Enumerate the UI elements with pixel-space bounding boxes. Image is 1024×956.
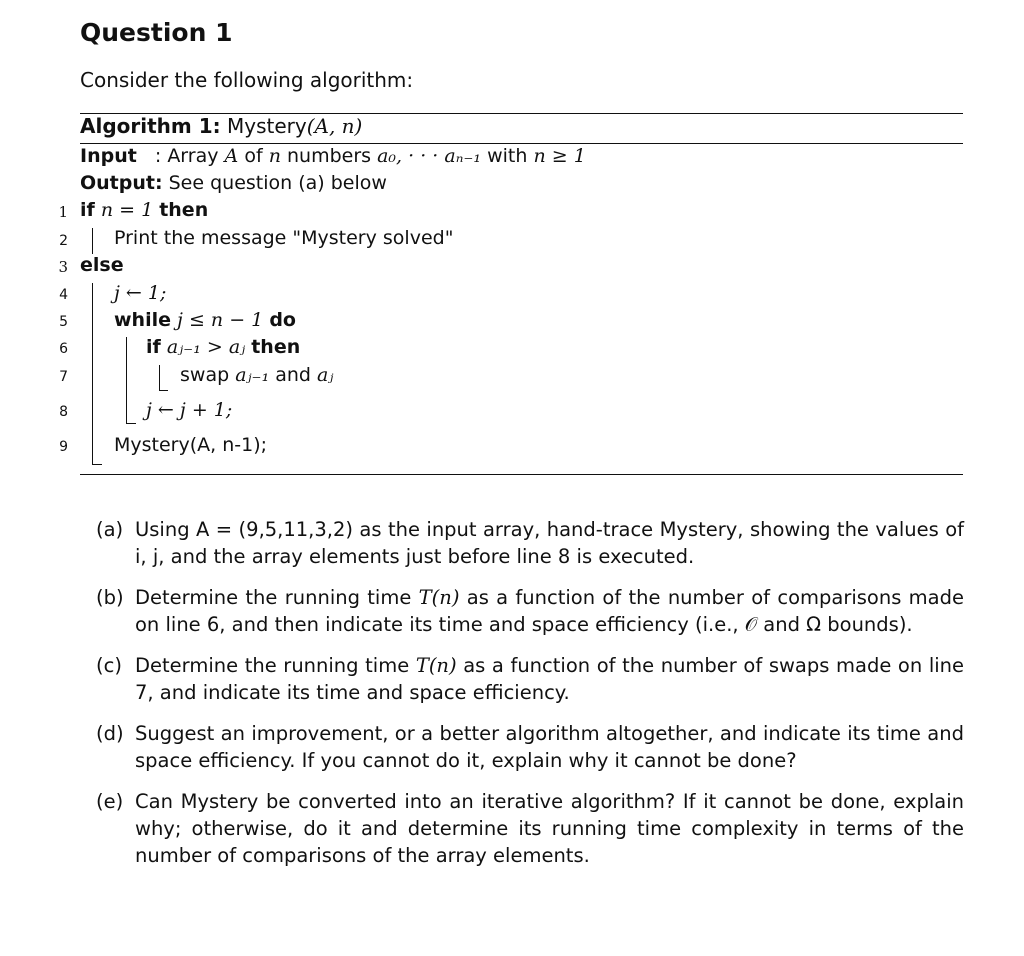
keyword-do: do bbox=[269, 309, 296, 331]
line-number: 2 bbox=[59, 233, 68, 249]
algorithm-header-label: Algorithm 1: bbox=[80, 114, 221, 138]
part-text: Suggest an improvement, or a better algorithm altogether, and indicate its time and space efficiency. If you cannot do it, explain why it cannot be done? bbox=[135, 722, 964, 772]
keyword-if: if bbox=[80, 199, 95, 221]
line-number: 9 bbox=[59, 439, 68, 455]
question-part-d bbox=[96, 720, 964, 774]
block-bar-while bbox=[126, 337, 127, 423]
input-math-part: A bbox=[224, 145, 239, 167]
part-label: (e) bbox=[96, 790, 124, 813]
swap-text: and bbox=[275, 364, 311, 386]
algorithm-line-4: j ← 1; bbox=[114, 282, 167, 304]
part-text: Using A = (9,5,11,3,2) as the input array, hand-trace Mystery, showing the values of i, j, and the array elements just before line 8 is executed. bbox=[135, 518, 964, 568]
keyword-then: then bbox=[251, 336, 301, 358]
line-number: 7 bbox=[59, 369, 68, 385]
output-label: Output: bbox=[80, 172, 163, 194]
algorithm-line-9: Mystery(A, n-1); bbox=[114, 434, 268, 456]
algorithm-line-7 bbox=[180, 364, 333, 386]
part-text bbox=[135, 584, 964, 638]
input-text-part: with bbox=[487, 145, 528, 167]
part-text-post: as a function of the number of swaps made on line 7, and indicate its time and space efficiency. bbox=[135, 654, 965, 704]
algorithm-line-8: j ← j + 1; bbox=[146, 399, 233, 421]
part-text-pre: Determine the running time bbox=[135, 654, 410, 677]
block-bar-while-end bbox=[126, 423, 136, 424]
input-math-part: n bbox=[268, 145, 281, 167]
input-math-part: a₀, · · · aₙ₋₁ bbox=[377, 145, 482, 167]
keyword-while: while bbox=[114, 309, 171, 331]
part-label: (a) bbox=[96, 518, 124, 541]
line-number: 8 bbox=[59, 404, 68, 420]
algorithm-line-3: else bbox=[80, 254, 124, 276]
part-text-post: as a function of the number of comparisons made on line 6, and then indicate its time and space efficiency (i.e., 𝒪 and Ω bounds). bbox=[135, 586, 964, 636]
part-label: (b) bbox=[96, 586, 124, 609]
algorithm-input bbox=[80, 145, 586, 167]
loop-condition: j ≤ n − 1 bbox=[177, 309, 264, 331]
algorithm-header-rule bbox=[80, 143, 963, 144]
input-separator: : bbox=[154, 145, 162, 167]
part-label: (d) bbox=[96, 722, 124, 745]
line-number: 4 bbox=[59, 287, 68, 303]
algorithm-line-5 bbox=[114, 309, 296, 331]
algorithm-line-2: Print the message "Mystery solved" bbox=[114, 227, 454, 249]
part-math: T(n) bbox=[418, 586, 460, 609]
part-text bbox=[135, 652, 964, 706]
line-number: 1 bbox=[58, 203, 68, 221]
block-bar-else bbox=[92, 283, 93, 464]
input-label: Input bbox=[80, 145, 137, 167]
question-part-c bbox=[96, 652, 964, 706]
input-text-part: Array bbox=[167, 145, 219, 167]
part-label: (c) bbox=[96, 654, 122, 677]
line-number: 5 bbox=[59, 314, 68, 330]
condition: aⱼ₋₁ > aⱼ bbox=[166, 336, 246, 358]
algorithm-line-6 bbox=[146, 336, 300, 358]
swap-operand: aⱼ bbox=[317, 364, 334, 386]
line-number: 6 bbox=[59, 341, 68, 357]
block-bar-if bbox=[92, 228, 93, 254]
line-number: 3 bbox=[58, 258, 68, 276]
swap-text: swap bbox=[180, 364, 230, 386]
part-text: Can Mystery be converted into an iterative algorithm? If it cannot be done, explain why; otherwise, do it and determine its running time complexity in terms of the number of comparisons of the array elements. bbox=[135, 790, 964, 867]
algorithm-header bbox=[80, 114, 362, 138]
swap-operand: aⱼ₋₁ bbox=[235, 364, 270, 386]
keyword-if: if bbox=[146, 336, 161, 358]
condition: n = 1 bbox=[100, 199, 154, 221]
algorithm-header-name: Mystery bbox=[226, 114, 307, 138]
algorithm-bottom-rule bbox=[80, 474, 963, 475]
output-text: See question (a) below bbox=[168, 172, 387, 194]
input-math-part: n ≥ 1 bbox=[533, 145, 586, 167]
part-math: T(n) bbox=[415, 654, 457, 677]
question-part-a bbox=[96, 516, 964, 570]
part-text-pre: Determine the running time bbox=[135, 586, 412, 609]
keyword-then: then bbox=[159, 199, 209, 221]
algorithm-line-1 bbox=[80, 199, 208, 221]
question-part-e bbox=[96, 788, 964, 869]
question-intro: Consider the following algorithm: bbox=[80, 68, 414, 92]
algorithm-output bbox=[80, 172, 387, 194]
input-text-part: numbers bbox=[287, 145, 372, 167]
algorithm-header-args: (A, n) bbox=[306, 114, 363, 138]
input-text-part: of bbox=[244, 145, 263, 167]
question-title: Question 1 bbox=[80, 18, 233, 47]
block-bar-inner-if-end bbox=[159, 390, 168, 391]
block-bar-else-end bbox=[92, 464, 102, 465]
block-bar-inner-if bbox=[159, 365, 160, 390]
question-part-b bbox=[96, 584, 964, 638]
